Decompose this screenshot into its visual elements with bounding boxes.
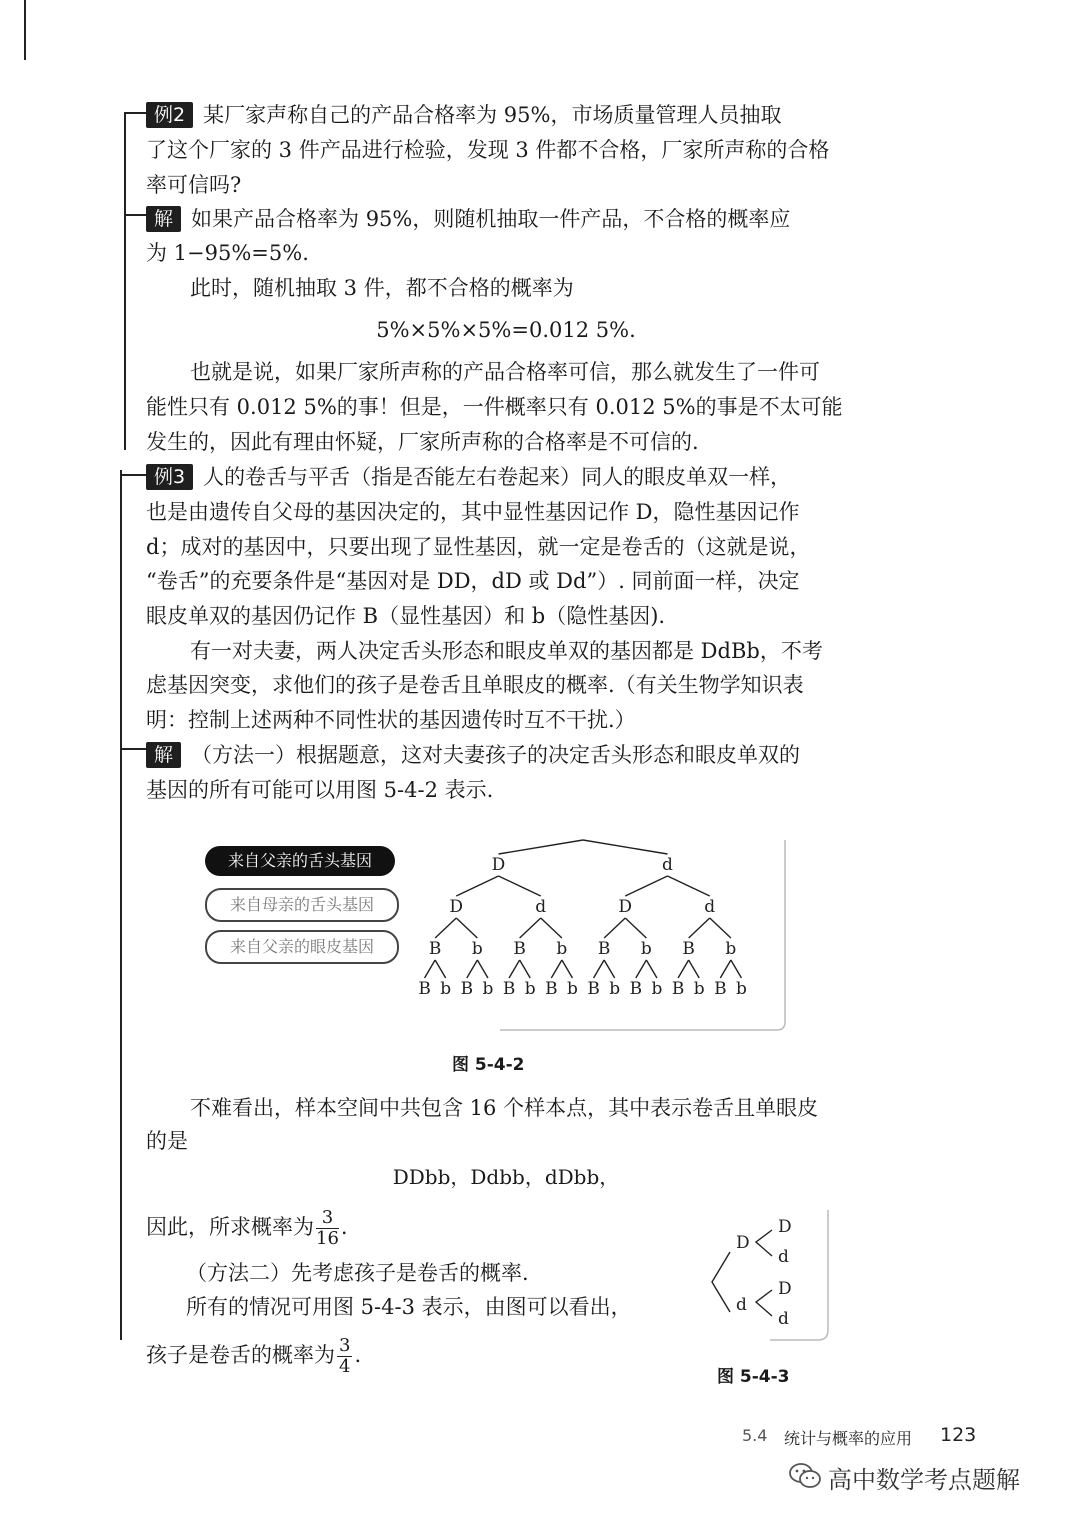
tree-node-l2-0: D: [449, 897, 464, 917]
tree-node-l4-4: B: [502, 979, 516, 999]
sol3-line-2: 基因的所有可能可以用图 5-4-2 表示.: [146, 778, 494, 802]
tree-node-l4-14: B: [714, 979, 727, 999]
ex3-line-6: 有一对夫妻，两人决定舌头形态和眼皮单双的基因都是 DdBb，不考: [190, 639, 823, 663]
tree-node-l3-5: b: [640, 939, 652, 959]
tree-node-l2-1: d: [535, 897, 547, 917]
method2-desc: 所有的情况可用图 5-4-3 表示，由图可以看出，: [186, 1295, 632, 1319]
sample-points: DDbb，Ddbb，dDbb，: [392, 1165, 620, 1189]
tree-node-l4-13: b: [693, 979, 705, 999]
tree-branch-l3-0: [425, 960, 436, 978]
tree-branch-l3-11: [646, 960, 657, 978]
tree-node-l3-4: B: [597, 939, 611, 959]
tree-node-l4-9: b: [609, 979, 621, 999]
ex3-line-8: 明：控制上述两种不同性状的基因遗传时互不干扰.）: [146, 708, 636, 732]
fig543-leaf-4: d: [778, 1309, 789, 1329]
ex3-line-1: 例3 人的卷舌与平舌（指是否能左右卷起来）同人的眼皮单双一样，: [146, 462, 866, 492]
tree-node-l4-7: b: [566, 979, 578, 999]
ex3-line-3: d；成对的基因中，只要出现了显性基因，就一定是卷舌的（这就是说，: [146, 535, 811, 559]
tree-branch-l3-2: [467, 960, 478, 978]
ex3-line-7: 虑基因突变，求他们的孩子是卷舌且单眼皮的概率.（有关生物学知识表: [146, 673, 804, 697]
tree-node-l1-1: d: [662, 855, 673, 875]
tree-branch-l3-1: [435, 960, 446, 978]
probability-line: 因此，所求概率为 $\frac{3}{16}$ .: [146, 1207, 348, 1249]
ex3-line-4: “卷舌”的充要条件是“基因对是 DD，dD 或 Dd”）. 同前面一样，决定: [146, 569, 800, 593]
ex2-line-2: 了这个厂家的 3 件产品进行检验，发现 3 件都不合格，厂家所声称的合格: [146, 138, 830, 162]
sol2-tag: 解: [146, 206, 181, 232]
tree-node-l3-2: B: [513, 939, 526, 959]
sol2-line-2: 为 1−95%=5%.: [146, 241, 309, 265]
tree-branch-l1-1: [499, 876, 541, 896]
tree-branch-l2-7: [710, 918, 731, 938]
tree-branch-l2-4: [604, 918, 625, 938]
tree-branch-l3-13: [689, 960, 700, 978]
tree-node-l4-10: B: [629, 979, 643, 999]
tree-node-l4-2: B: [460, 979, 474, 999]
ex2-tag: 例2: [146, 102, 193, 128]
ex2-line-3: 率可信吗?: [146, 173, 242, 197]
sol2-line-6: 能性只有 0.012 5%的事！但是，一件概率只有 0.012 5%的事是不太可能: [146, 395, 843, 419]
tree-node-l3-0: B: [428, 939, 442, 959]
fig543-caption: 图 5-4-3: [717, 1367, 790, 1387]
tree-node-l4-6: B: [545, 979, 558, 999]
tree-branch-l3-5: [520, 960, 531, 978]
tree-node-l3-7: b: [725, 939, 737, 959]
result-line: 孩子是卷舌的概率为 $\frac{3}{4}$ .: [146, 1335, 362, 1377]
sol2-formula: 5%×5%×5%=0.012 5%.: [376, 318, 636, 342]
tree-branch-l3-14: [720, 960, 731, 978]
legend-mother-tongue: 来自母亲的舌头基因: [205, 888, 399, 922]
wechat-icon: [788, 1462, 822, 1490]
after-line-1: 不难看出，样本空间中共包含 16 个样本点，其中表示卷舌且单眼皮: [190, 1096, 819, 1120]
tree-branch-l1-2: [625, 876, 667, 896]
fig543-node-d: d: [736, 1295, 747, 1315]
tree-branch-l3-12: [678, 960, 689, 978]
tree-branch-l2-5: [625, 918, 646, 938]
sol3-line-1: 解 （方法一）根据题意，这对夫妻孩子的决定舌头形态和眼皮单双的: [146, 740, 866, 770]
tree-node-l2-3: d: [704, 897, 716, 917]
tree-branch-root-0: [499, 840, 584, 854]
page-number: 123: [940, 1424, 977, 1446]
fig543-leaf-3: D: [778, 1279, 792, 1299]
margin-bar-ex2: [124, 112, 126, 450]
gene-tree-diagram: [400, 830, 790, 1035]
tree-branch-l1-3: [668, 876, 710, 896]
tree-node-l1-0: D: [491, 855, 506, 875]
ex3-line-5: 眼皮单双的基因仍记作 B（显性基因）和 b（隐性基因).: [146, 604, 666, 628]
result-fraction: $\frac{3}{4}$: [339, 1335, 351, 1377]
fig543-leaf-1: D: [778, 1217, 792, 1237]
tree-branch-l2-0: [435, 918, 456, 938]
ex3-tag: 例3: [146, 464, 193, 490]
tree-branch-l3-10: [636, 960, 647, 978]
tree-branch-l3-9: [604, 960, 615, 978]
margin-bar-ex3: [120, 470, 122, 1340]
tree-branch-l3-15: [731, 960, 742, 978]
after-line-2: 的是: [146, 1129, 188, 1153]
sol2-line-3: 此时，随机抽取 3 件，都不合格的概率为: [190, 276, 574, 300]
ex2-line-1: 例2 某厂家声称自己的产品合格率为 95%，市场质量管理人员抽取: [146, 100, 866, 130]
footer-section-number: 5.4: [742, 1426, 768, 1445]
fig543-node-D: D: [736, 1233, 750, 1253]
tree-node-l4-0: B: [418, 979, 431, 999]
tree-node-l4-15: b: [735, 979, 747, 999]
sol2-line-1: 解 如果产品合格率为 95%，则随机抽取一件产品，不合格的概率应: [146, 204, 866, 234]
legend-father-eyelid: 来自父亲的眼皮基因: [205, 930, 399, 964]
tree-node-l4-11: b: [651, 979, 663, 999]
margin-bar-top: [24, 0, 26, 60]
watermark-text: 高中数学考点题解: [828, 1466, 1020, 1494]
tree-branch-l2-1: [456, 918, 477, 938]
tree-node-l3-6: B: [682, 939, 695, 959]
tree-branch-l3-4: [509, 960, 520, 978]
method2-line: （方法二）先考虑孩子是卷舌的概率.: [186, 1261, 529, 1285]
tree-branch-l3-6: [551, 960, 562, 978]
tree-branch-l2-2: [520, 918, 541, 938]
fig542-caption: 图 5-4-2: [452, 1055, 525, 1075]
tree-branch-root-1: [583, 840, 668, 854]
tree-node-l4-8: B: [587, 979, 600, 999]
footer-section-title: 统计与概率的应用: [784, 1429, 913, 1448]
probability-fraction: $\frac{3}{16}$: [316, 1207, 339, 1249]
tree-node-l4-1: b: [440, 979, 452, 999]
tree-branch-l2-3: [541, 918, 562, 938]
tree-node-l3-1: b: [471, 939, 483, 959]
sol2-line-5: 也就是说，如果厂家所声称的产品合格率可信，那么就发生了一件可: [190, 360, 820, 384]
tree-node-l4-12: B: [671, 979, 685, 999]
tree-branch-l2-6: [689, 918, 710, 938]
sol2-line-7: 发生的，因此有理由怀疑，厂家所声称的合格率是不可信的.: [146, 430, 699, 454]
tree-branch-l3-3: [477, 960, 488, 978]
fig543-leaf-2: d: [778, 1247, 789, 1267]
tongue-tree-diagram: [700, 1210, 835, 1350]
tree-branch-l3-8: [594, 960, 605, 978]
tree-node-l4-5: b: [524, 979, 536, 999]
tree-node-l2-2: D: [618, 897, 633, 917]
legend-father-tongue: 来自父亲的舌头基因: [205, 846, 395, 876]
sol3-tag: 解: [146, 742, 181, 768]
tree-node-l3-3: b: [556, 939, 568, 959]
tree-branch-l1-0: [456, 876, 498, 896]
ex3-line-2: 也是由遗传自父母的基因决定的，其中显性基因记作 D，隐性基因记作: [146, 500, 800, 524]
tree-node-l4-3: b: [482, 979, 494, 999]
tree-branch-l3-7: [562, 960, 573, 978]
